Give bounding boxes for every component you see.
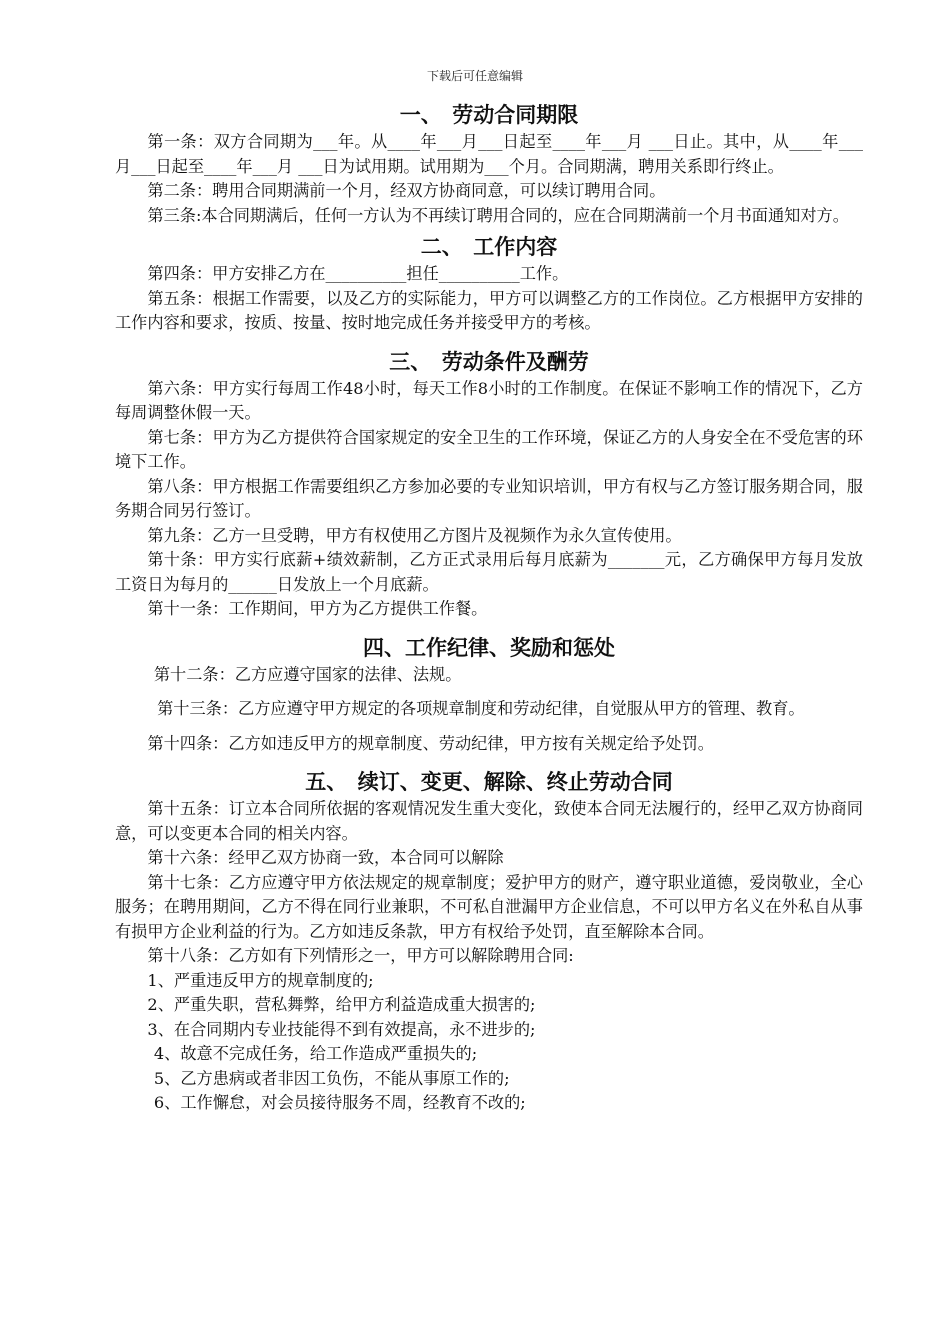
clause-18: 第十八条：乙方如有下列情形之一，甲方可以解除聘用合同: <box>147 946 574 965</box>
clause-2: 第二条：聘用合同期满前一个月，经双方协商同意，可以续订聘用合同。 <box>147 181 666 200</box>
clause-12: 第十二条：乙方应遵守国家的法律、法规。 <box>153 664 462 684</box>
clause-16: 第十六条：经甲乙双方协商一致，本合同可以解除 <box>147 848 504 867</box>
section-title-termination: 五、 续订、变更、解除、终止劳动合同 <box>305 770 673 794</box>
clause-7: 第七条：甲方为乙方提供符合国家规定的安全卫生的工作环境，保证乙方的人身安全在不受危害的环境下工作。 <box>115 427 863 471</box>
clause-8: 第八条：甲方根据工作需要组织乙方参加必要的专业知识培训，甲方有权与乙方签订服务期合同，服务期合同另行签订。 <box>115 476 863 520</box>
header-note: 下载后可任意编辑 <box>426 69 523 83</box>
clause-6: 第六条：甲方实行每周工作48小时，每天工作8小时的工作制度。在保证不影响工作的情况下，乙方每周调整休假一天。 <box>115 378 863 422</box>
clause-5: 第五条：根据工作需要，以及乙方的实际能力，甲方可以调整乙方的工作岗位。乙方根据甲方安排的工作内容和要求，按质、按量、按时地完成任务并接受甲方的考核。 <box>115 288 863 332</box>
clause-14: 第十四条：乙方如违反甲方的规章制度、劳动纪律，甲方按有关规定给予处罚。 <box>147 733 714 753</box>
clause-1: 第一条：双方合同期为___年。从____年___月___日起至____年___月 ___日止。其中，从____年___月___日起至____年___月 ___日为试用期。试用期为___个月。合同期满，聘用关系即行终止。 <box>115 132 863 176</box>
clause-4: 第四条：甲方安排乙方在__________担任__________工作。 <box>147 264 569 283</box>
clause-13: 第十三条：乙方应遵守甲方规定的各项规章制度和劳动纪律，自觉服从甲方的管理、教育。 <box>157 699 805 718</box>
list-item: 6、工作懈怠，对会员接待服务不周，经教育不改的; <box>153 1093 526 1112</box>
list-item: 5、乙方患病或者非因工负伤，不能从事原工作的; <box>153 1068 510 1088</box>
list-item: 1、严重违反甲方的规章制度的; <box>147 970 374 990</box>
list-item: 3、在合同期内专业技能得不到有效提高，永不进步的; <box>147 1019 536 1039</box>
clause-10: 第十条：甲方实行底薪+绩效薪制，乙方正式录用后每月底薪为_______元，乙方确保甲方每月发放工资日为每月的______日发放上一个月底薪。 <box>115 550 863 594</box>
section-title-discipline: 四、工作纪律、奖励和惩处 <box>363 635 615 660</box>
contract-body <box>115 100 863 1116</box>
clause-9: 第九条：乙方一旦受聘，甲方有权使用乙方图片及视频作为永久宣传使用。 <box>147 525 682 545</box>
clause-11: 第十一条：工作期间，甲方为乙方提供工作餐。 <box>147 599 488 618</box>
section-title-work: 二、 工作内容 <box>420 235 558 259</box>
section-title-conditions: 三、 劳动条件及酬劳 <box>389 349 589 374</box>
clause-15: 第十五条：订立本合同所依据的客观情况发生重大变化，致使本合同无法履行的，经甲乙双方协商同意，可以变更本合同的相关内容。 <box>115 799 863 843</box>
section-title-term: 一、 劳动合同期限 <box>399 103 579 127</box>
list-item: 4、故意不完成任务，给工作造成严重损失的; <box>153 1044 478 1063</box>
list-item: 2、严重失职，营私舞弊，给甲方利益造成重大损害的; <box>147 995 536 1014</box>
clause-3: 第三条:本合同期满后，任何一方认为不再续订聘用合同的，应在合同期满前一个月书面通知对方。 <box>147 205 849 225</box>
clause-17: 第十七条：乙方应遵守甲方依法规定的规章制度；爱护甲方的财产，遵守职业道德，爱岗敬业，全心服务；在聘用期间，乙方不得在同行业兼职，不可私自泄漏甲方企业信息，不可以甲方名义在外私自从事有损甲方企业利益的行为。乙方如违反条款，甲方有权给予处罚，直至解除本合同。 <box>115 872 863 941</box>
